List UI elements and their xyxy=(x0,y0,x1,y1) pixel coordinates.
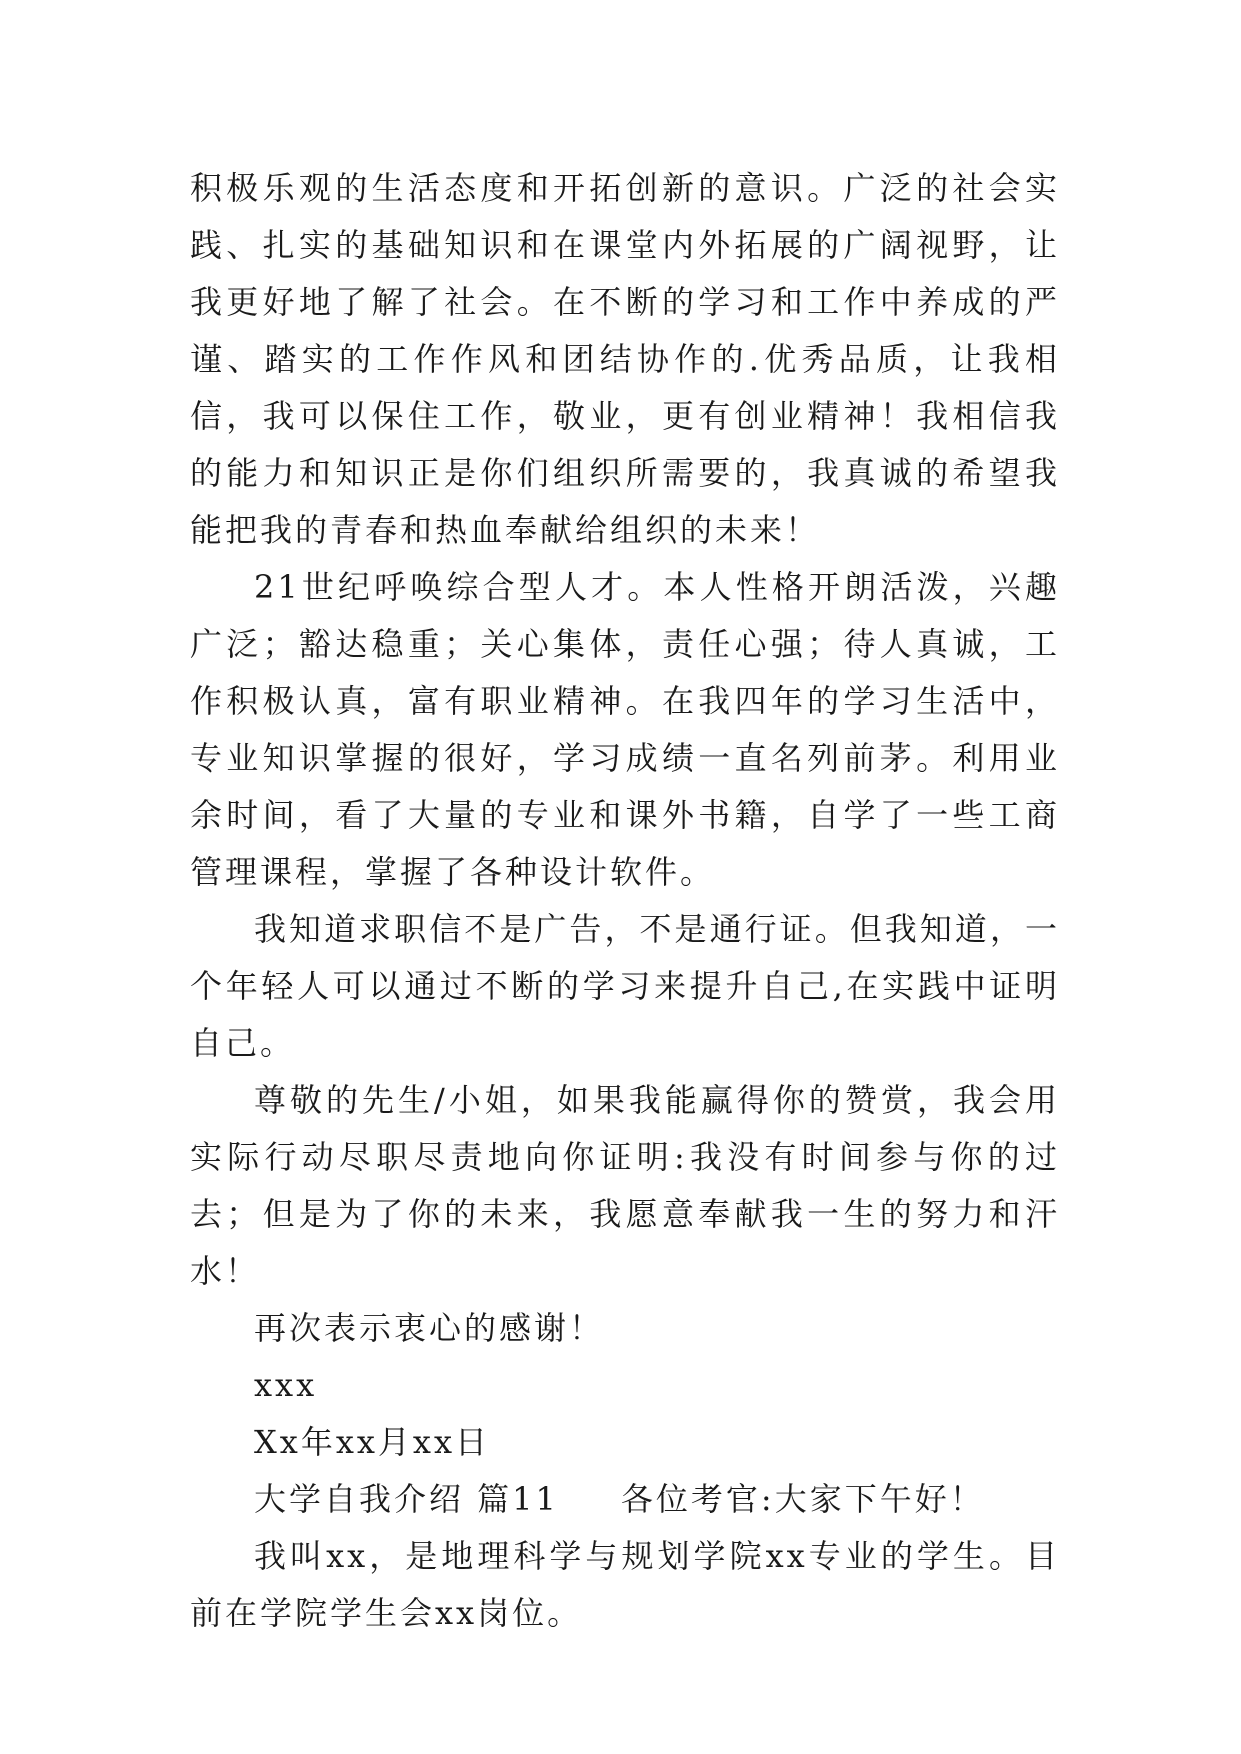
signature: xxx xyxy=(254,1366,318,1404)
greeting: 各位考官:大家下午好！ xyxy=(620,1480,985,1518)
paragraph-5: 再次表示衷心的感谢！ xyxy=(254,1309,605,1347)
section-heading-line xyxy=(190,1471,1060,1528)
paragraph-1: 积极乐观的生活态度和开拓创新的意识。广泛的社会实践、扎实的基础知识和在课堂内外拓展的广阔视野，让我更好地了解了社会。在不断的学习和工作中养成的严谨、踏实的工作作风和团结协作的.优秀品质，让我相信，我可以保住工作，敬业，更有创业精神！我相信我的能力和知识正是你们组织所需要的，我真诚的希望我能把我的青春和热血奉献给组织的未来！ xyxy=(190,169,1060,549)
paragraph-4: 尊敬的先生/小姐，如果我能赢得你的赞赏，我会用实际行动尽职尽责地向你证明:我没有时间参与你的过去；但是为了你的未来，我愿意奉献我一生的努力和汗水！ xyxy=(190,1081,1060,1290)
document-body xyxy=(190,160,1060,1642)
paragraph-3: 我知道求职信不是广告，不是通行证。但我知道，一个年轻人可以通过不断的学习来提升自己,在实践中证明自己。 xyxy=(190,910,1060,1062)
paragraph-6: 我叫xx，是地理科学与规划学院xx专业的学生。目前在学院学生会xx岗位。 xyxy=(190,1537,1060,1632)
date: Xx年xx月xx日 xyxy=(254,1423,491,1461)
paragraph-2: 21世纪呼唤综合型人才。本人性格开朗活泼，兴趣广泛；豁达稳重；关心集体，责任心强；待人真诚，工作积极认真，富有职业精神。在我四年的学习生活中，专业知识掌握的很好，学习成绩一直名列前茅。利用业余时间，看了大量的专业和课外书籍，自学了一些工商管理课程，掌握了各种设计软件。 xyxy=(190,568,1060,891)
section-heading: 大学自我介绍 篇11 xyxy=(254,1480,559,1518)
